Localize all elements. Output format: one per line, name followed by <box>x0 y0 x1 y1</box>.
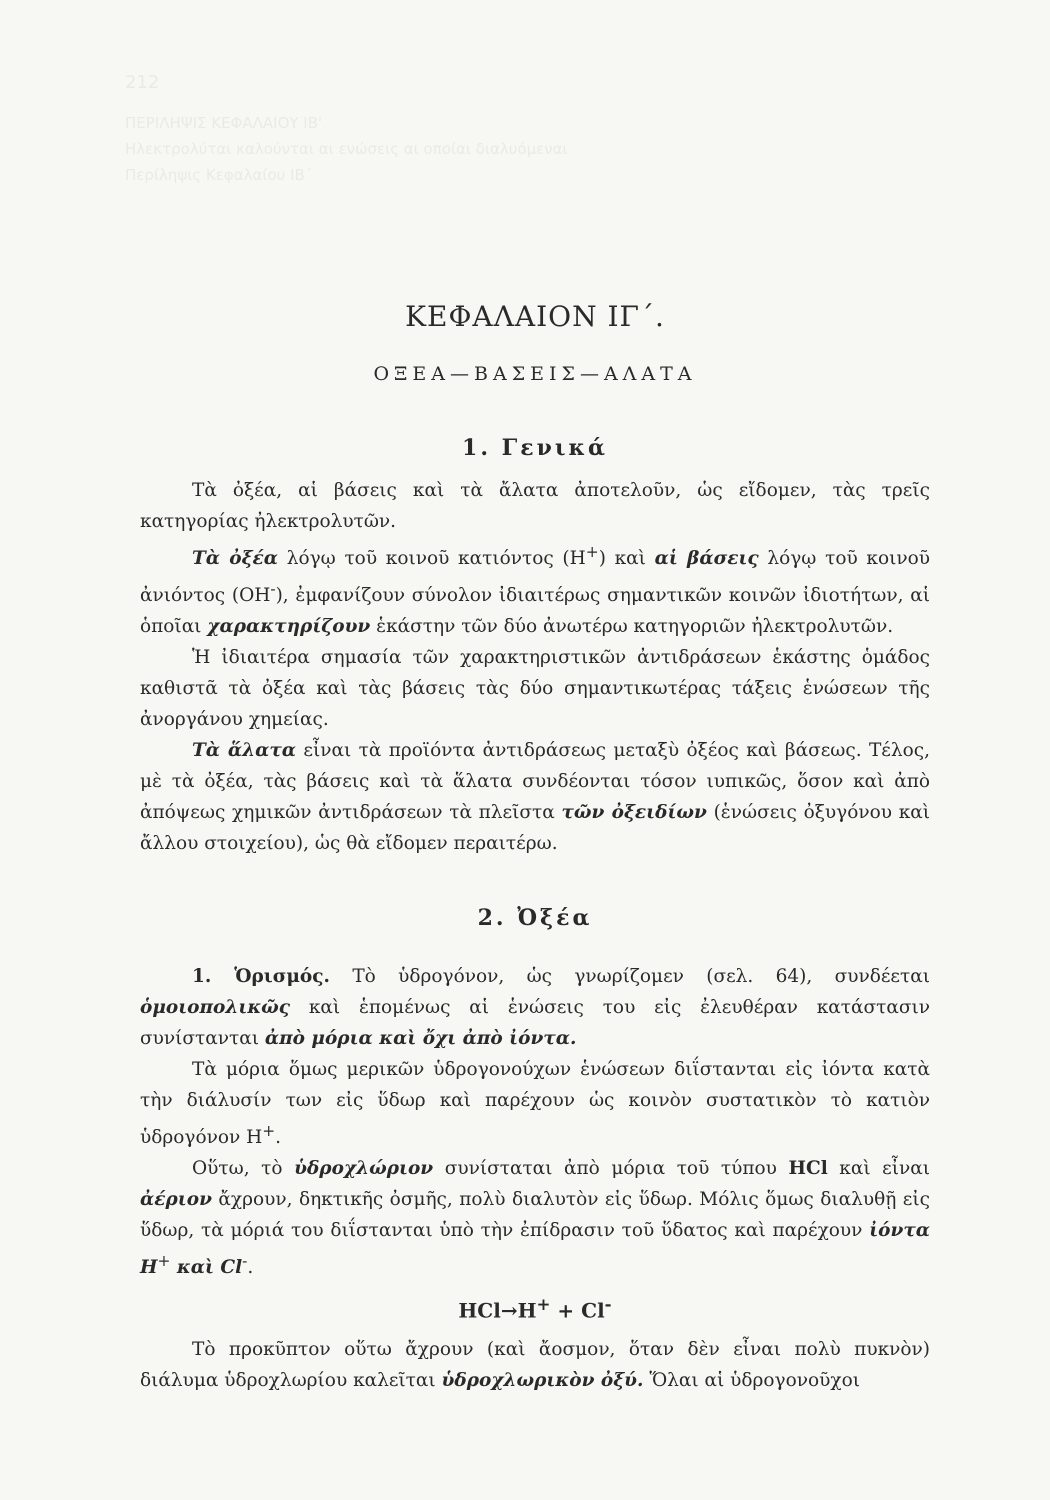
paragraph: Ἡ ἰδιαιτέρα σημασία τῶν χαρακτηριστικῶν ἀντιδράσεων ἑκάστης ὁμάδος καθιστᾶ τὰ ὀξέα καὶ τὰς βάσεις τὰς δύο σημαντικωτέρας τάξεις ἑνώσεων τῆς ἀνοργάνου χημείας. <box>140 647 930 731</box>
term: αἱ βάσεις <box>654 548 759 570</box>
term: χαρακτηρίζουν <box>207 616 371 638</box>
chapter-title: ΚΕΦΑΛΑΙΟΝ ΙΓ΄. <box>405 300 665 333</box>
arrow-icon: → <box>500 1298 518 1323</box>
formula: HCl <box>788 1158 828 1180</box>
section-heading-acids: 2. Ὀξέα <box>477 905 593 932</box>
paragraph: 1. Ὁρισμός. Τὸ ὑδρογόνον, ὡς γνωρίζομεν (σελ. 64), συνδέεται ὁμοιοπολικῶς καὶ ἑπομένως αἱ ἑνώσεις του εἰς ἐλευθέραν κατάστασιν συνίστανται ἀπὸ μόρια καὶ ὄχι ἀπὸ ἰόντα. <box>140 966 930 1050</box>
term: ὑδροχλωρικὸν ὀξύ. <box>441 1370 644 1392</box>
term: ὑδροχλώριον <box>294 1158 434 1180</box>
section-heading-general: 1. Γενικά <box>462 435 608 461</box>
paragraph: Οὕτω, τὸ ὑδροχλώριον συνίσταται ἀπὸ μόρια τοῦ τύπου HCl καὶ εἶναι ἀέριον ἄχρουν, δηκτικῆς ὀσμῆς, πολὺ διαλυτὸν εἰς ὕδωρ. Μόλις ὅμως διαλυθῇ εἰς ὕδωρ, τὰ μόριά του διΐστανται ὑπὸ τὴν ἐπίδρασιν τοῦ ὕδατος καὶ παρέχουν ἰόντα Η+ καὶ Cl-. <box>140 1158 930 1279</box>
show-through-text <box>125 70 925 188</box>
paragraph: Τὰ ὀξέα λόγῳ τοῦ κοινοῦ κατιόντος (Η+) καὶ αἱ βάσεις λόγῳ τοῦ κοινοῦ ἀνιόντος (ΟΗ-), ἐμφανίζουν σύνολον ἰδιαιτέρως σημαντικῶν κοινῶν ἰδιοτήτων, αἱ ὁποῖαι χαρακτηρίζουν ἑκάστην τῶν δύο ἀνωτέρω κατηγοριῶν ἠλεκτρολυτῶν. <box>140 543 930 638</box>
paragraph: Τὰ ἅλατα εἶναι τὰ προϊόντα ἀντιδράσεως μεταξὺ ὀξέος καὶ βάσεως. Τέλος, μὲ τὰ ὀξέα, τὰς βάσεις καὶ τὰ ἅλατα συνδέονται τόσον ιυπικῶς, ὅσον καὶ ἀπὸ ἀπόψεως χημικῶν ἀντιδράσεων τὰ πλεῖστα τῶν ὀξειδίων (ἑνώσεις ὀξυγόνου καὶ ἄλλου στοιχείου), ὡς θὰ εἴδομεν περαιτέρω. <box>140 740 931 855</box>
ghost-line: Περίληψις Κεφαλαίου ΙΒ΄ <box>125 166 313 184</box>
term: τῶν ὀξειδίων <box>561 802 707 824</box>
term: καὶ Cl <box>170 1257 243 1279</box>
ghost-page-number: 212 <box>125 72 160 93</box>
term: ὁμοιοπολικῶς <box>140 997 291 1019</box>
chemical-equation: HCl→H+ + Cl- <box>458 1293 612 1323</box>
term: ἰόντα Η <box>140 1220 930 1279</box>
paragraph: Τὰ μόρια ὅμως μερικῶν ὑδρογονούχων ἑνώσεων διΐστανται εἰς ἰόντα κατὰ τὴν διάλυσίν των εἰς ὕδωρ καὶ παρέχουν ὡς κοινὸν συστατικὸν τὸ κατιὸν ὑδρογόνον Η+. <box>140 1059 930 1149</box>
term: ἀπὸ μόρια καὶ ὄχι ἀπὸ ἰόντα. <box>264 1028 577 1050</box>
term: ἀέριον <box>140 1189 212 1211</box>
ghost-line: Ηλεκτρολύται καλούνται αι ενώσεις αι οποίαι διαλυόμεναι <box>125 140 568 158</box>
chapter-subtitle: ΟΞΕΑ—ΒΑΣΕΙΣ—ΑΛΑΤΑ <box>373 363 697 385</box>
paragraph: Τὸ προκῦπτον οὕτω ἄχρουν (καὶ ἄοσμον, ὅταν δὲν εἶναι πολὺ πυκνὸν) διάλυμα ὑδροχλωρίου καλεῖται ὑδροχλωρικὸν ὀξύ. Ὅλαι αἱ ὑδρογονοῦχοι <box>140 1339 930 1392</box>
paragraph: Τὰ ὀξέα, αἱ βάσεις καὶ τὰ ἄλατα ἀποτελοῦν, ὡς εἴδομεν, τὰς τρεῖς κατηγορίας ἠλεκτρολυτῶν. <box>140 480 930 532</box>
term: Τὰ ἅλατα <box>192 740 297 762</box>
page-content <box>140 300 930 1396</box>
subsection-number: 1. Ὁρισμός. <box>192 966 330 988</box>
term: Τὰ ὀξέα <box>192 548 279 570</box>
ghost-line: ΠΕΡΙΛΗΨΙΣ ΚΕΦΑΛΑΙΟΥ ΙΒ' <box>125 114 323 132</box>
